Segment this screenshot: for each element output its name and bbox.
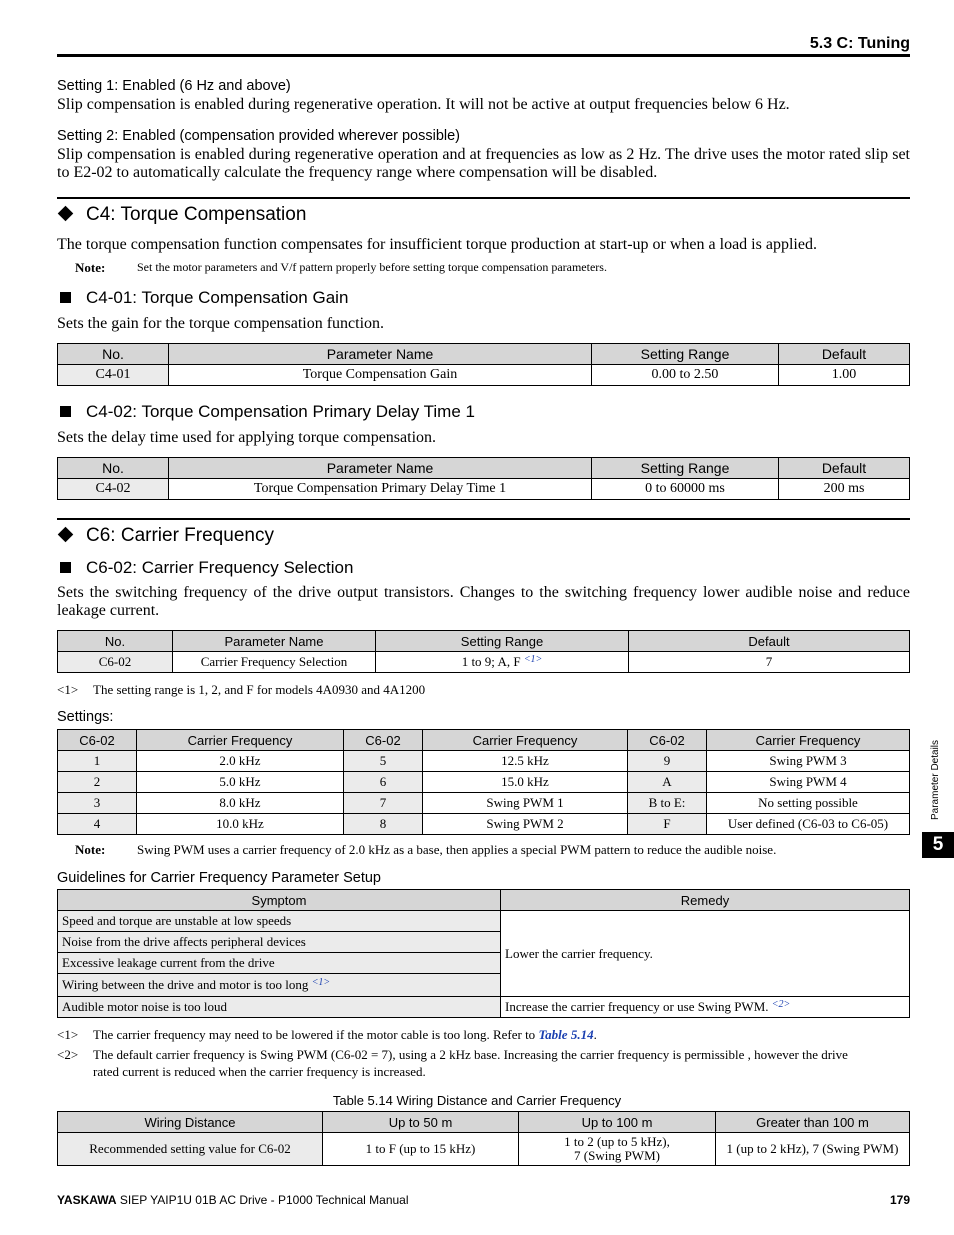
cell-remedy: Lower the carrier frequency. — [501, 911, 910, 997]
col-header-parameter-name: Parameter Name — [169, 458, 592, 479]
col-header-up-to-100m: Up to 100 m — [519, 1112, 716, 1133]
setting1-title: Setting 1: Enabled (6 Hz and above) — [57, 78, 291, 94]
cell-default: 1.00 — [779, 365, 910, 386]
c602-footnote: The setting range is 1, 2, and F for models 4A0930 and 4A1200 — [93, 682, 426, 697]
guidelines-fn1-mark: <1> — [57, 1027, 79, 1042]
table-row — [58, 751, 910, 772]
c602-title: C6-02: Carrier Frequency Selection — [86, 558, 354, 577]
running-header: 5.3 C: Tuning — [809, 35, 910, 52]
cell-line: 7 (Swing PWM) — [574, 1148, 660, 1163]
cell-no: C4-02 — [58, 479, 169, 500]
table-row — [58, 997, 910, 1018]
cell-carrier-frequency: Swing PWM 2 — [423, 814, 628, 835]
guidelines-fn2-mark: <2> — [57, 1047, 79, 1062]
c402-table — [57, 457, 910, 500]
settings-label: Settings: — [57, 709, 114, 725]
square-bullet-icon — [60, 292, 71, 303]
cell-row-label: Recommended setting value for C6-02 — [58, 1133, 323, 1166]
col-header-no: No. — [58, 344, 169, 365]
footnote-ref-link[interactable]: <1> — [523, 654, 543, 665]
col-header-parameter-name: Parameter Name — [169, 344, 592, 365]
square-bullet-icon — [60, 406, 71, 417]
footer — [57, 1193, 409, 1207]
cell-carrier-frequency: 2.0 kHz — [137, 751, 344, 772]
cell-c602: 4 — [58, 814, 137, 835]
cell-c602: B to E: — [628, 793, 707, 814]
cell-parameter-name: Carrier Frequency Selection — [173, 652, 376, 673]
table-row — [58, 911, 910, 932]
c6-title: C6: Carrier Frequency — [86, 525, 274, 546]
cell-setting-range: 0 to 60000 ms — [592, 479, 779, 500]
setting2-text: Slip compensation is enabled during regenerative operation and at frequencies as low as 2 Hz. The drive uses the motor rated slip set to E2-02 to automatically calculate the frequency range where compensation will be disabled. — [57, 146, 910, 181]
table-row — [58, 479, 910, 500]
cell-carrier-frequency: Swing PWM 1 — [423, 793, 628, 814]
col-header-no: No. — [58, 631, 173, 652]
cell-up-to-50m: 1 to F (up to 15 kHz) — [323, 1133, 519, 1166]
c4-rule — [57, 197, 910, 199]
cell-carrier-frequency: 12.5 kHz — [423, 751, 628, 772]
cell-c602: 7 — [344, 793, 423, 814]
c4-note: Set the motor parameters and V/f pattern properly before setting torque compensation parameters. — [137, 260, 607, 274]
table-row — [58, 772, 910, 793]
cell-default: 7 — [629, 652, 910, 673]
square-bullet-icon — [60, 562, 71, 573]
symptom-text: Wiring between the drive and motor is too long — [62, 977, 309, 992]
col-header-carrier-frequency: Carrier Frequency — [137, 730, 344, 751]
c4-intro: The torque compensation function compensates for insufficient torque production at start-up or when a load is applied. — [57, 236, 817, 253]
cell-up-to-100m — [519, 1133, 716, 1166]
col-header-default: Default — [779, 458, 910, 479]
setting-range-value: 1 to 9; A, F — [461, 654, 521, 669]
cell-symptom — [58, 974, 501, 997]
table-row — [58, 1133, 910, 1166]
settings-table — [57, 729, 910, 835]
table-5-14-link[interactable]: Table 5.14 — [538, 1027, 594, 1042]
guidelines-fn1 — [93, 1027, 597, 1043]
cell-parameter-name: Torque Compensation Primary Delay Time 1 — [169, 479, 592, 500]
cell-carrier-frequency: 10.0 kHz — [137, 814, 344, 835]
cell-carrier-frequency: No setting possible — [707, 793, 910, 814]
cell-symptom: Noise from the drive affects peripheral devices — [58, 932, 501, 953]
c602-desc: Sets the switching frequency of the drive output transistors. Changes to the switching frequency lower audible noise and reduce leakage current. — [57, 584, 910, 619]
cell-c602: 1 — [58, 751, 137, 772]
table-514 — [57, 1111, 910, 1166]
cell-symptom: Speed and torque are unstable at low speeds — [58, 911, 501, 932]
col-header-up-to-50m: Up to 50 m — [323, 1112, 519, 1133]
cell-c602: 6 — [344, 772, 423, 793]
col-header-c602: C6-02 — [58, 730, 137, 751]
col-header-setting-range: Setting Range — [592, 458, 779, 479]
cell-default: 200 ms — [779, 479, 910, 500]
col-header-default: Default — [629, 631, 910, 652]
col-header-setting-range: Setting Range — [376, 631, 629, 652]
col-header-carrier-frequency: Carrier Frequency — [707, 730, 910, 751]
fn1-text: The carrier frequency may need to be lowered if the motor cable is too long. Refer to — [93, 1027, 536, 1042]
cell-remedy — [501, 997, 910, 1018]
guidelines-table — [57, 889, 910, 1018]
guidelines-fn2-line1: The default carrier frequency is Swing PWM (C6-02 = 7), using a 2 kHz base. Increasing the carrier frequency is permissible , however the drive — [93, 1047, 848, 1062]
cell-symptom: Excessive leakage current from the drive — [58, 953, 501, 974]
cell-carrier-frequency: 15.0 kHz — [423, 772, 628, 793]
table-row — [58, 652, 910, 673]
cell-no: C6-02 — [58, 652, 173, 673]
manual-title: SIEP YAIP1U 01B AC Drive - P1000 Technical Manual — [119, 1193, 409, 1207]
cell-carrier-frequency: 5.0 kHz — [137, 772, 344, 793]
table-row — [58, 793, 910, 814]
col-header-greater-than-100m: Greater than 100 m — [716, 1112, 910, 1133]
settings-note: Swing PWM uses a carrier frequency of 2.0 kHz as a base, then applies a special PWM pattern to reduce the audible noise. — [137, 842, 777, 857]
col-header-carrier-frequency: Carrier Frequency — [423, 730, 628, 751]
page-number: 179 — [889, 1193, 910, 1207]
cell-c602: 3 — [58, 793, 137, 814]
diamond-bullet-icon — [58, 206, 74, 222]
cell-c602: 9 — [628, 751, 707, 772]
cell-parameter-name: Torque Compensation Gain — [169, 365, 592, 386]
chapter-tab[interactable]: 5 — [922, 832, 954, 858]
cell-symptom: Audible motor noise is too loud — [58, 997, 501, 1018]
guidelines-title: Guidelines for Carrier Frequency Parameter Setup — [57, 870, 381, 886]
c602-table — [57, 630, 910, 673]
remedy-text: Increase the carrier frequency or use Swing PWM. — [505, 999, 769, 1014]
guidelines-fn2-line2: rated current is reduced when the carrier frequency is increased. — [93, 1064, 426, 1079]
fn1-end: . — [593, 1027, 597, 1042]
diamond-bullet-icon — [58, 527, 74, 543]
col-header-wiring-distance: Wiring Distance — [58, 1112, 323, 1133]
cell-c602: 5 — [344, 751, 423, 772]
c602-footnote-mark: <1> — [57, 682, 79, 697]
c401-title: C4-01: Torque Compensation Gain — [86, 288, 349, 307]
col-header-symptom: Symptom — [58, 890, 501, 911]
c402-title: C4-02: Torque Compensation Primary Delay Time 1 — [86, 402, 475, 421]
cell-carrier-frequency: 8.0 kHz — [137, 793, 344, 814]
col-header-setting-range: Setting Range — [592, 344, 779, 365]
col-header-no: No. — [58, 458, 169, 479]
col-header-default: Default — [779, 344, 910, 365]
c402-desc: Sets the delay time used for applying torque compensation. — [57, 429, 437, 446]
cell-line: 1 to 2 (up to 5 kHz), — [564, 1134, 670, 1149]
brand-logo: YASKAWA — [57, 1193, 117, 1207]
c4-title: C4: Torque Compensation — [86, 204, 307, 225]
cell-c602: F — [628, 814, 707, 835]
col-header-remedy: Remedy — [501, 890, 910, 911]
settings-note-label: Note: — [75, 842, 106, 857]
c6-rule — [57, 518, 910, 520]
table-row — [58, 365, 910, 386]
table-row — [58, 814, 910, 835]
col-header-c602: C6-02 — [628, 730, 707, 751]
footnote-ref-link[interactable]: <2> — [771, 999, 791, 1010]
side-tab-label: Parameter Details — [930, 739, 941, 820]
cell-c602: 8 — [344, 814, 423, 835]
footnote-ref-link[interactable]: <1> — [311, 977, 331, 988]
c401-table — [57, 343, 910, 386]
cell-carrier-frequency: User defined (C6-03 to C6-05) — [707, 814, 910, 835]
header-rule — [57, 54, 910, 57]
cell-carrier-frequency: Swing PWM 3 — [707, 751, 910, 772]
setting1-text: Slip compensation is enabled during regenerative operation. It will not be active at output frequencies below 6 Hz. — [57, 96, 790, 113]
setting2-title: Setting 2: Enabled (compensation provided wherever possible) — [57, 128, 461, 144]
cell-setting-range — [376, 652, 629, 673]
cell-setting-range: 0.00 to 2.50 — [592, 365, 779, 386]
c4-note-label: Note: — [75, 260, 106, 275]
col-header-parameter-name: Parameter Name — [173, 631, 376, 652]
cell-c602: 2 — [58, 772, 137, 793]
cell-no: C4-01 — [58, 365, 169, 386]
table-514-caption: Table 5.14 Wiring Distance and Carrier Frequency — [332, 1093, 622, 1108]
cell-carrier-frequency: Swing PWM 4 — [707, 772, 910, 793]
col-header-c602: C6-02 — [344, 730, 423, 751]
c401-desc: Sets the gain for the torque compensation function. — [57, 315, 385, 332]
cell-c602: A — [628, 772, 707, 793]
cell-greater-than-100m: 1 (up to 2 kHz), 7 (Swing PWM) — [716, 1133, 910, 1166]
